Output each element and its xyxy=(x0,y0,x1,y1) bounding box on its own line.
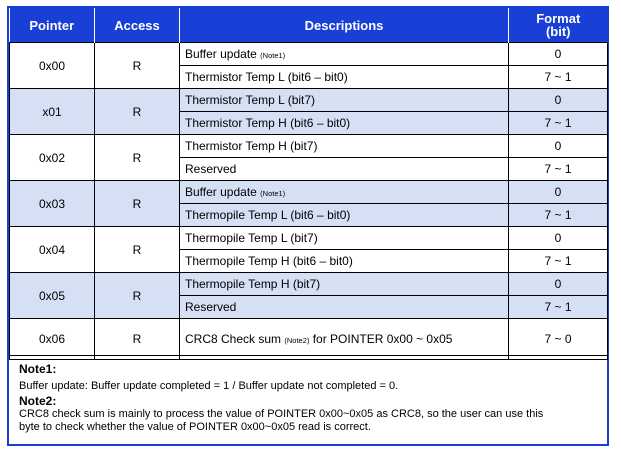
register-rows xyxy=(10,43,608,360)
note1-text: Buffer update: Buffer update completed = 1 / Buffer update not completed = 0. xyxy=(19,380,399,392)
description-text: Thermopile Temp H (bit7) xyxy=(185,277,321,291)
description-text: Thermistor Temp L (bit7) xyxy=(185,93,316,107)
description-cell xyxy=(180,135,509,158)
pointer-cell: 0x05 xyxy=(10,273,95,319)
pointer-cell: 0x06 xyxy=(10,319,95,360)
access-cell: R xyxy=(95,43,180,89)
access-cell: R xyxy=(95,89,180,135)
description-text: Buffer update xyxy=(185,47,261,61)
header-format-unit: (bit) xyxy=(545,24,571,39)
notes-section xyxy=(9,357,607,434)
description-cell xyxy=(180,204,509,227)
register-map-frame xyxy=(7,6,609,446)
description-text: Thermistor Temp L (bit6 – bit0) xyxy=(185,70,348,84)
format-cell: 0 xyxy=(509,89,608,112)
description-cell xyxy=(180,227,509,250)
description-cell xyxy=(180,66,509,89)
format-cell: 0 xyxy=(509,227,608,250)
access-cell: R xyxy=(95,319,180,360)
pointer-cell: 0x02 xyxy=(10,135,95,181)
format-cell: 7 ~ 1 xyxy=(509,112,608,135)
note-reference: (Note1) xyxy=(260,51,286,60)
table-row xyxy=(10,319,608,360)
format-cell: 0 xyxy=(509,43,608,66)
pointer-cell: 0x04 xyxy=(10,227,95,273)
description-cell xyxy=(180,158,509,181)
format-cell: 0 xyxy=(509,273,608,296)
description-text-after: for POINTER 0x00 ~ 0x05 xyxy=(309,332,453,346)
header-format-label: Format xyxy=(536,11,581,26)
note2-text-line2: byte to check whether the value of POINTER 0x00~0x05 read is correct. xyxy=(19,421,371,433)
description-text: Reserved xyxy=(185,300,237,314)
note-reference: (Note2) xyxy=(284,336,310,345)
description-text: Thermistor Temp H (bit7) xyxy=(185,139,318,153)
format-cell: 7 ~ 1 xyxy=(509,250,608,273)
description-cell xyxy=(180,273,509,296)
format-cell: 0 xyxy=(509,181,608,204)
format-cell: 7 ~ 1 xyxy=(509,204,608,227)
header-access: Access xyxy=(95,8,180,43)
header-descriptions: Descriptions xyxy=(180,8,509,43)
description-cell xyxy=(180,296,509,319)
pointer-cell: x01 xyxy=(10,89,95,135)
access-cell: R xyxy=(95,181,180,227)
table-row xyxy=(10,135,608,158)
description-cell xyxy=(180,250,509,273)
access-cell: R xyxy=(95,227,180,273)
pointer-cell: 0x00 xyxy=(10,43,95,89)
note1-title: Note1: xyxy=(19,362,57,376)
format-cell: 0 xyxy=(509,135,608,158)
format-cell: 7 ~ 1 xyxy=(509,66,608,89)
description-text: Buffer update xyxy=(185,185,261,199)
table-row xyxy=(10,43,608,66)
header-format xyxy=(509,8,608,43)
register-table xyxy=(9,8,608,360)
note2-title: Note2: xyxy=(19,394,57,408)
description-text: Thermistor Temp H (bit6 – bit0) xyxy=(185,116,351,130)
description-cell xyxy=(180,112,509,135)
description-text: Thermopile Temp L (bit6 – bit0) xyxy=(185,208,351,222)
table-row xyxy=(10,273,608,296)
access-cell: R xyxy=(95,273,180,319)
table-header-row xyxy=(10,8,608,43)
format-cell: 7 ~ 0 xyxy=(509,319,608,360)
format-cell: 7 ~ 1 xyxy=(509,158,608,181)
description-text: Thermopile Temp L (bit7) xyxy=(185,231,318,245)
description-cell xyxy=(180,181,509,204)
description-cell xyxy=(180,89,509,112)
table-row xyxy=(10,89,608,112)
pointer-cell: 0x03 xyxy=(10,181,95,227)
format-cell: 7 ~ 1 xyxy=(509,296,608,319)
notes-divider xyxy=(9,355,607,356)
note-reference: (Note1) xyxy=(260,189,286,198)
table-row xyxy=(10,227,608,250)
description-text: CRC8 Check sum xyxy=(185,332,285,346)
description-text: Thermopile Temp H (bit6 – bit0) xyxy=(185,254,353,268)
header-pointer: Pointer xyxy=(10,8,95,43)
table-row xyxy=(10,181,608,204)
description-text: Reserved xyxy=(185,162,237,176)
description-cell xyxy=(180,319,509,360)
access-cell: R xyxy=(95,135,180,181)
note2-text-line1: CRC8 check sum is mainly to process the value of POINTER 0x00~0x05 as CRC8, so the user can use this xyxy=(19,408,544,420)
description-cell xyxy=(180,43,509,66)
